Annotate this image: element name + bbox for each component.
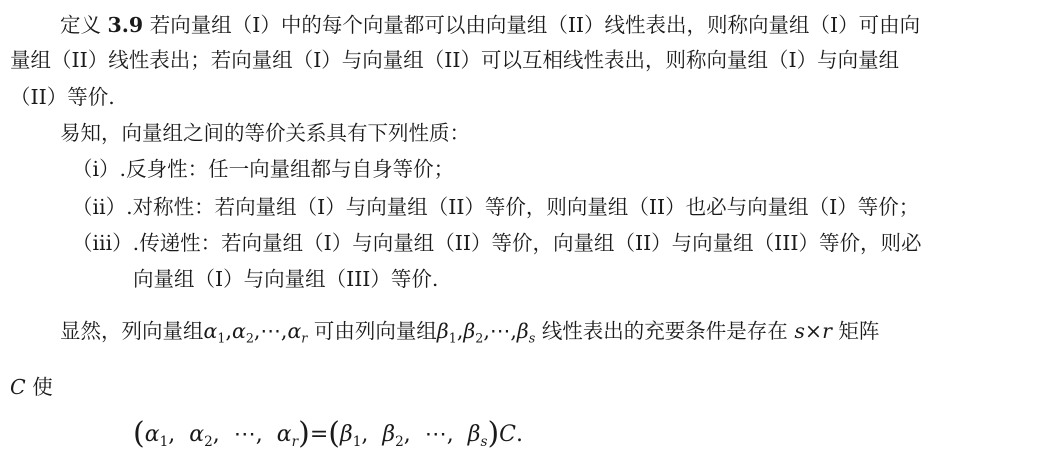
property-marker: （ⅰ）. bbox=[72, 157, 127, 181]
property-marker: （ⅲ）. bbox=[72, 231, 140, 255]
matrix-dims: s×r bbox=[794, 319, 832, 343]
properties-intro: 易知，向量组之间的等价关系具有下列性质： bbox=[60, 121, 470, 145]
definition-text-1: 若向量组（I）中的每个向量都可以由向量组（II）线性表出，则称向量组（I）可由向 bbox=[149, 13, 921, 37]
property-item-2 bbox=[72, 192, 919, 222]
property-item-3 bbox=[72, 228, 921, 258]
definition-line-1 bbox=[60, 10, 920, 40]
matrix-symbol: C bbox=[10, 375, 26, 399]
definition-line-2: 量组（II）线性表出；若向量组（I）与向量组（II）可以互相线性表出，则称向量组（I）与向量组 bbox=[10, 48, 900, 72]
property-text: 反身性：任一向量组都与自身等价； bbox=[126, 157, 455, 181]
statement-text-c: 线性表出的充要条件是存在 bbox=[541, 319, 788, 343]
beta-vector-list: $\beta_1,\beta_2,\cdots,\beta_s$ bbox=[436, 319, 536, 346]
statement-line-2 bbox=[10, 372, 53, 402]
property-marker: （ⅱ）. bbox=[72, 195, 133, 219]
statement-line bbox=[60, 316, 879, 346]
statement-text-d: 矩阵 bbox=[838, 319, 880, 343]
property-text: 传递性：若向量组（I）与向量组（II）等价，向量组（II）与向量组（III）等价，则必 bbox=[139, 231, 922, 255]
display-formula: ($\alpha_1$, $\alpha_2$, ⋯, $\alpha_r)=(\beta_1$, $\beta_2$, ⋯, $\beta_s)C$. bbox=[133, 416, 523, 451]
definition-number: 3.9 bbox=[107, 13, 144, 37]
statement-text-e: 使 bbox=[32, 375, 53, 399]
property-item-1 bbox=[72, 154, 454, 184]
statement-text-b: 可由列向量组 bbox=[313, 319, 437, 343]
alpha-vector-list: $\alpha_1,\alpha_2,\cdots,\alpha_r$ bbox=[203, 319, 308, 346]
definition-label: 定义 bbox=[60, 13, 101, 37]
property-item-3-continuation: 向量组（I）与向量组（III）等价. bbox=[133, 267, 439, 291]
definition-line-3: （II）等价. bbox=[10, 85, 115, 109]
statement-text-a: 显然，列向量组 bbox=[60, 319, 204, 343]
property-text: 对称性：若向量组（I）与向量组（II）等价，则向量组（II）也必与向量组（I）等价； bbox=[132, 195, 920, 219]
